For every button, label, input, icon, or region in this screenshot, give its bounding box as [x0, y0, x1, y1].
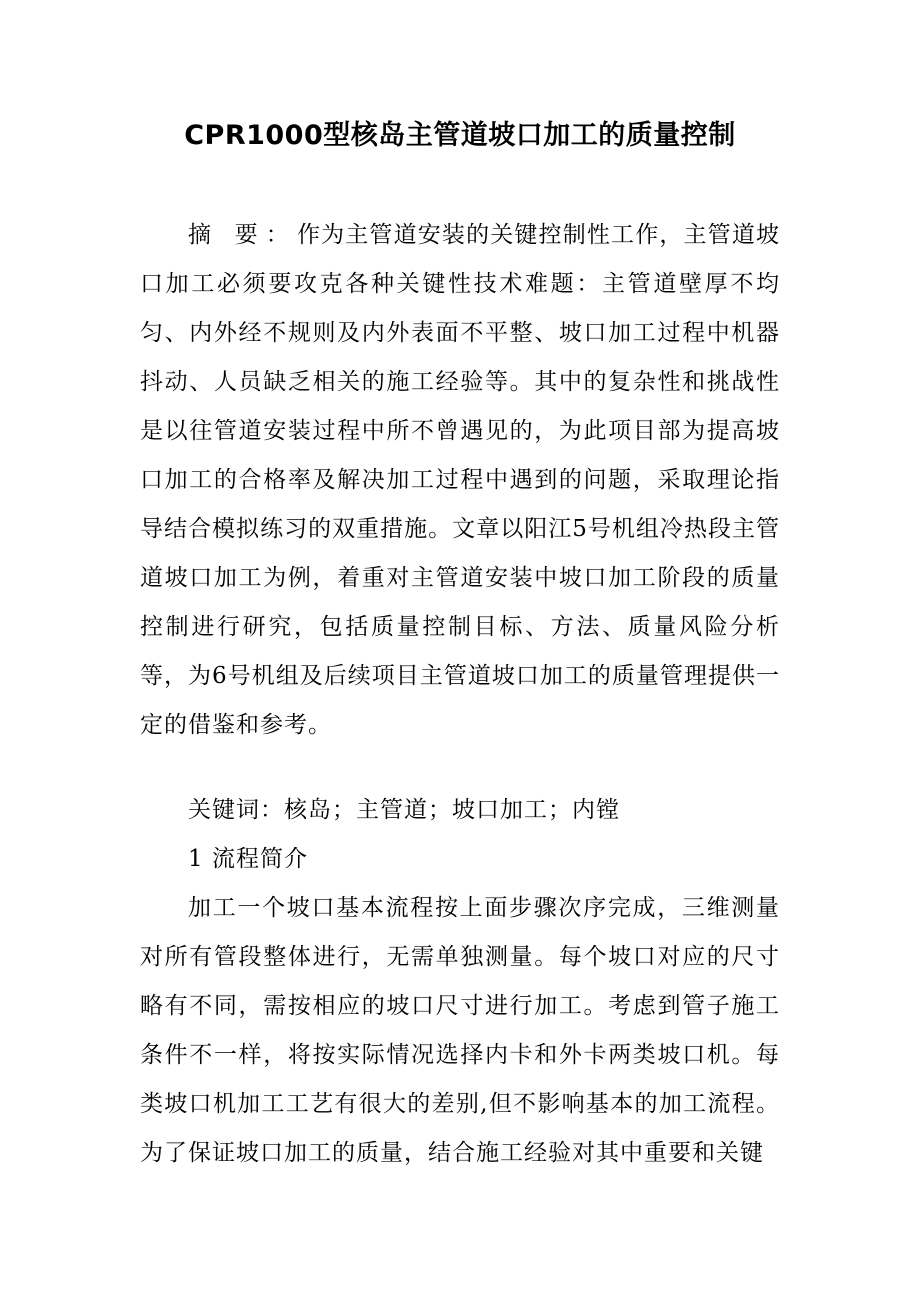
- section-body-paragraph: 加工一个坡口基本流程按上面步骤次序完成，三维测量对所有管段整体进行，无需单独测量。每个坡口对应的尺寸略有不同，需按相应的坡口尺寸进行加工。考虑到管子施工条件不一样，将按实际情况选择内卡和外卡两类坡口机。每类坡口机加工工艺有很大的差别,但不影响基本的加工流程。为了保证坡口加工的质量，结合施工经验对其中重要和关键: [140, 895, 780, 1166]
- abstract-text: 作为主管道安装的关键控制性工作，主管道坡口加工必须要攻克各种关键性技术难题：主管道壁厚不均匀、内外经不规则及内外表面不平整、坡口加工过程中机器抖动、人员缺乏相关的施工经验等。其中的复杂性和挑战性是以往管道安装过程中所不曾遇见的，为此项目部为提高坡口加工的合格率及解决加工过程中遇到的问题，采取理论指导结合模拟练习的双重措施。文章以阳江5号机组冷热段主管道坡口加工为例，着重对主管道安装中坡口加工阶段的质量控制进行研究，包括质量控制目标、方法、质量风险分析等，为6号机组及后续项目主管道坡口加工的质量管理提供一定的借鉴和参考。: [140, 222, 780, 738]
- abstract-paragraph: [140, 211, 780, 750]
- section-heading: 1 流程简介: [188, 846, 308, 872]
- abstract-label: 摘 要：: [188, 222, 297, 248]
- keywords-line: 关键词：核岛；主管道；坡口加工；内镗: [188, 797, 620, 823]
- document-title: CPR1000型核岛主管道坡口加工的质量控制: [184, 120, 736, 151]
